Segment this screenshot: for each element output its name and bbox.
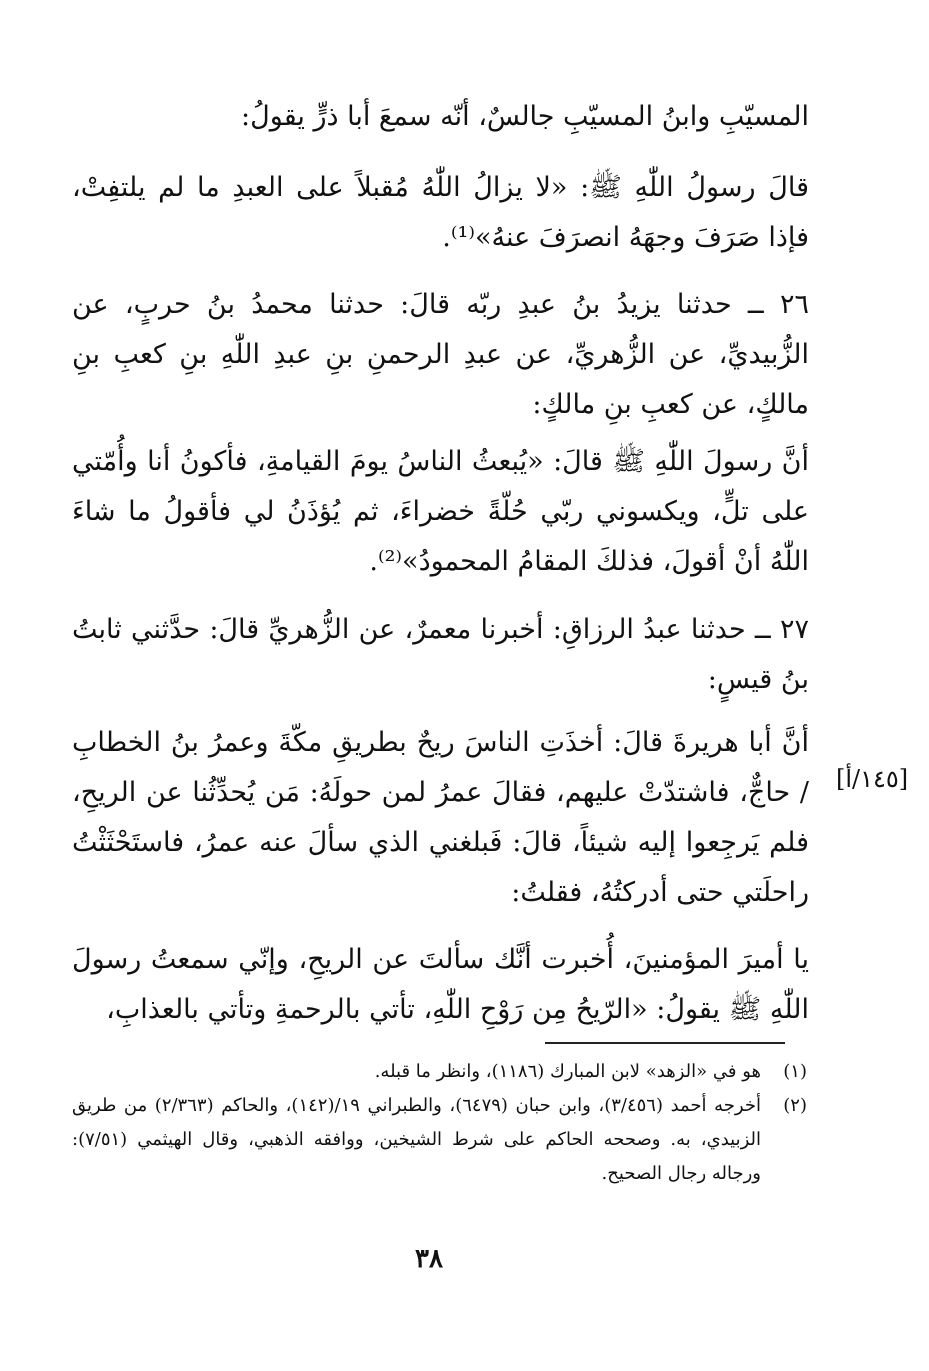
footnote-text: أخرجه أحمد (٣/٤٥٦)، وابن حبان (٦٤٧٩)، والطبراني ١٩/(١٤٢)، والحاكم (٢/٣٦٣) من طريق الزبيدي، به. وصححه الحاكم على شرط الشيخين، ووافقه الذهبي، وقال الهيثمي (٧/٥١): ورجاله رجال الصحيح. [72,1095,761,1184]
paragraph-text: أنَّ رسولَ اللّٰهِ ﷺ قالَ: «يُبعثُ الناسُ يومَ القيامةِ، فأكونُ أنا وأُمّتي على تلٍّ، ويكسوني ربّي حُلّةً خضراءَ، ثم يُؤذَنُ لي فأقولُ ما شاءَ اللّٰهُ أنْ أقولَ، فذلكَ المقامُ المحمودُ»⁽²⁾. [72,446,809,577]
footnote-number: (١) [783,1061,807,1082]
footnotes [72,1055,807,1191]
hadith-27-text [72,935,809,1035]
isnad-26 [72,280,809,430]
manuscript-folio-marker: [١٤٥/أ] [836,765,909,793]
paragraph-text: ٢٧ ــ حدثنا عبدُ الرزاقِ: أخبرنا معمرٌ، عن الزُّهريِّ قالَ: حدَّثني ثابتُ بنُ قيسٍ: [72,614,809,695]
hadith-text [72,163,809,263]
isnad-27 [72,605,809,705]
paragraph-text: يا أميرَ المؤمنينَ، أُخبرت أنَّك سألتَ عن الريحِ، وإنّي سمعتُ رسولَ اللّٰهِ ﷺ يقولُ: «الرّيحُ مِن رَوْحِ اللّٰهِ، تأتي بالرحمةِ وتأتي بالعذابِ، [72,944,809,1025]
paragraph-text: ٢٦ ــ حدثنا يزيدُ بنُ عبدِ ربّه قالَ: حدثنا محمدُ بنُ حربٍ، عن الزُّبيديِّ، عن الزُّهريِّ، عن عبدِ الرحمنِ بنِ عبدِ اللّٰهِ بنِ كعبِ بنِ مالكٍ، عن كعبِ بنِ مالكٍ: [72,289,809,420]
footnote-1 [72,1055,807,1089]
footnote-text: هو في «الزهد» لابن المبارك (١١٨٦)، وانظر ما قبله. [374,1061,761,1082]
paragraph-text: المسيّبِ وابنُ المسيّبِ جالسٌ، أنّه سمعَ أبا ذرٍّ يقولُ: [241,101,809,132]
paragraph-continuation [72,92,809,142]
footnote-2 [72,1089,807,1191]
paragraph-text: قالَ رسولُ اللّٰهِ ﷺ: «لا يزالُ اللّٰهُ مُقبلاً على العبدِ ما لم يلتفِتْ، فإذا صَرَفَ وجهَهُ انصرَفَ عنهُ»⁽¹⁾. [72,172,809,253]
hadith-27-narrative [72,718,809,918]
hadith-26-text [72,437,809,587]
footnote-separator [545,1042,785,1044]
page-number: ٣٨ [415,1244,443,1274]
paragraph-text: أنَّ أبا هريرةَ قالَ: أخذَتِ الناسَ ريحٌ بطريقِ مكّةَ وعمرُ بنُ الخطابِ / حاجٌّ، فاشتدّتْ عليهم، فقالَ عمرُ لمن حولَهُ: مَن يُحدِّثُنا عن الريحِ، فلم يَرجِعوا إليه شيئاً، قالَ: فَبلغني الذي سألَ عنه عمرُ، فاستَحْثَثْتُ راحلَتي حتى أدركتُهُ، فقلتُ: [72,727,810,908]
footnote-number: (٢) [783,1095,807,1116]
